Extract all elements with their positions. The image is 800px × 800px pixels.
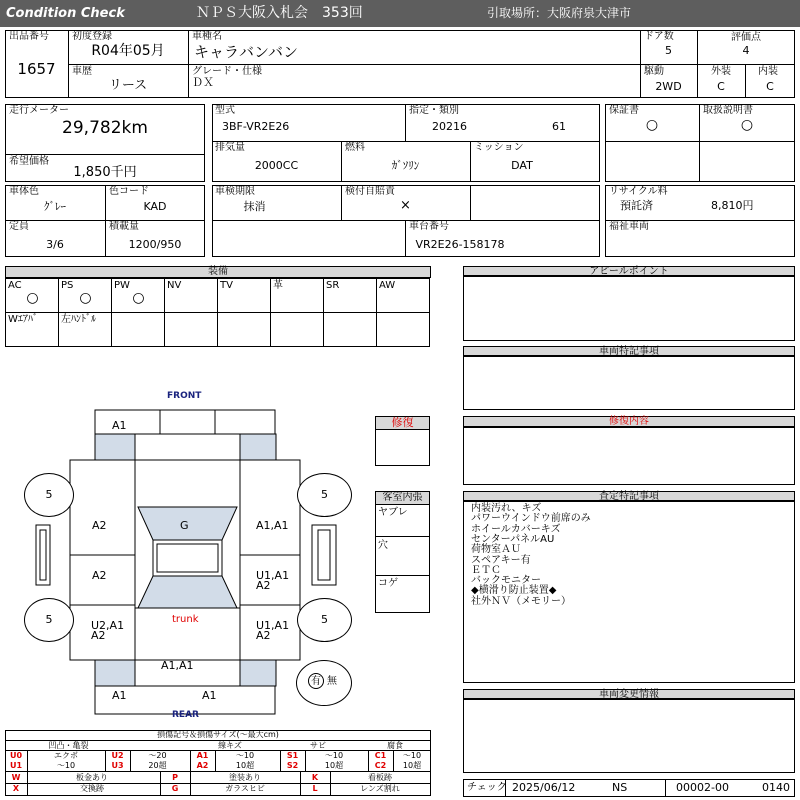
- legend-desc: ～10: [324, 751, 344, 760]
- footer-code-1: 00002-00: [676, 781, 729, 794]
- displacement-label: 排気量: [215, 142, 245, 153]
- rear-label: REAR: [172, 710, 199, 720]
- fuel-value: ｶﾞｿﾘﾝ: [391, 159, 420, 172]
- designation-value: 20216: [432, 120, 467, 133]
- legend-desc: 看板跡: [368, 773, 392, 782]
- spare-tire-indicator: [296, 660, 352, 706]
- body-color-label: 車体色: [9, 186, 39, 197]
- trim-label: グレード・仕様: [192, 66, 262, 77]
- drive-value: 2WD: [655, 80, 682, 93]
- tire-rear-right: 5: [297, 598, 352, 642]
- ext-value: C: [717, 80, 725, 93]
- welfare-label: 福祉車両: [609, 221, 649, 232]
- damage-rear-bumper-left: A1: [112, 689, 127, 702]
- trim-value: ＤＸ: [192, 76, 214, 89]
- equipment-cell: [164, 312, 218, 347]
- front-label: FRONT: [167, 391, 202, 401]
- equipment-cell: [270, 312, 324, 347]
- legend-desc: 10超: [324, 761, 344, 770]
- cabin-item-burn: コゲ: [378, 578, 398, 589]
- capacity-value: 3/6: [46, 238, 64, 251]
- warranty-label: 保証書: [609, 105, 639, 116]
- legend-desc: 板金あり: [76, 773, 108, 782]
- equipment-label: NV: [167, 280, 182, 291]
- recycle-label: リサイクル料: [609, 186, 668, 197]
- first-reg-label: 初度登録: [72, 31, 112, 42]
- equipment-label: 左ﾊﾝﾄﾞﾙ: [61, 314, 96, 325]
- color-code-label: 色コード: [109, 186, 149, 197]
- equipment-cell: [270, 278, 324, 313]
- equipment-label: PW: [114, 280, 130, 291]
- legend-code: U3: [111, 761, 124, 770]
- legend-code: C2: [374, 761, 387, 770]
- inspection-value: 抹消: [243, 200, 266, 213]
- legend-code: K: [311, 773, 319, 782]
- insurance-value: ×: [400, 198, 411, 213]
- damage-left-front-door: A2: [92, 519, 107, 532]
- damage-front-bumper: A1: [112, 419, 127, 432]
- warranty-value: ○: [645, 117, 659, 133]
- tire-front-left: 5: [24, 473, 74, 517]
- equipment-label: PS: [61, 280, 74, 291]
- fuel-label: 燃料: [345, 142, 365, 153]
- insurance-label: 検付自賠責: [345, 186, 395, 197]
- brand-title: Condition Check: [6, 6, 125, 21]
- legend-desc: 塗装あり: [229, 773, 261, 782]
- equipment-cell: [164, 278, 218, 313]
- legend-desc: ～10: [235, 751, 255, 760]
- body-color-value: ｸﾞﾚｰ: [44, 200, 66, 213]
- legend-code: L: [312, 784, 318, 793]
- spare-no-label: 無: [327, 676, 337, 687]
- equipment-cell: [376, 278, 430, 313]
- equipment-label: AW: [379, 280, 396, 291]
- check-label: チェック: [467, 782, 507, 793]
- equipment-label: SR: [326, 280, 340, 291]
- legend-desc: 20超: [148, 761, 167, 770]
- inspection-note-line: パワーウインドウ前席のみ: [471, 513, 591, 525]
- int-value: C: [766, 80, 774, 93]
- legend-code: S1: [286, 751, 299, 760]
- chassis-value: VR2E26-158178: [415, 238, 505, 251]
- inspection-note-line: バックモニター: [471, 575, 541, 587]
- legend-code: A1: [196, 751, 209, 760]
- damage-left-rear-2: A2: [91, 629, 106, 642]
- legend-code: W: [11, 773, 21, 782]
- inspection-note-line: ホイールカバーキズ: [471, 523, 561, 535]
- odometer-label: 走行メーター: [9, 105, 69, 116]
- equipment-cell: [111, 312, 165, 347]
- damage-right-slide-2: A2: [256, 579, 271, 592]
- footer-code-2: 0140: [762, 781, 790, 794]
- legend-title: 損傷記号＆損傷サイズ(～最大cm): [157, 730, 279, 739]
- manual-value: ○: [740, 117, 754, 133]
- cabin-item-tear: ヤブレ: [378, 507, 408, 518]
- equipment-cell: [111, 278, 165, 313]
- legend-code: U0: [9, 751, 23, 760]
- inspection-notes-title: 査定特記事項: [463, 491, 795, 501]
- odometer-value: 29,782km: [62, 118, 148, 138]
- equipment-cell: [5, 278, 59, 313]
- equipment-value: ○: [79, 290, 92, 306]
- damage-windshield: G: [180, 519, 189, 532]
- chassis-label: 車台番号: [409, 221, 449, 232]
- repair-detail-box: [463, 427, 795, 485]
- tire-rear-left: 5: [24, 598, 74, 642]
- model-label: 型式: [215, 105, 235, 116]
- auction-title: ＮＰＳ大阪入札会 353回: [196, 5, 363, 21]
- first-reg-value: R04年05月: [91, 43, 165, 59]
- appeal-box: [463, 276, 795, 341]
- inspection-note-line: 社外ＮＶ（メモリー）: [471, 595, 571, 607]
- cabin-item-hole: 穴: [378, 540, 388, 551]
- lot-value: 1657: [17, 60, 56, 78]
- cabin-title: 客室内張: [375, 491, 430, 505]
- inspection-note-line: センターパネルAU: [471, 533, 555, 545]
- int-label: 内装: [758, 66, 778, 77]
- legend-code: U1: [9, 761, 23, 770]
- designation-label: 指定・類別: [409, 105, 459, 116]
- legend-desc: ガラスヒビ: [225, 784, 265, 793]
- grade-label: 評価点: [731, 32, 761, 43]
- grade-value: 4: [742, 44, 750, 57]
- inspection-note-line: ◆横滑り防止装置◆: [471, 585, 557, 597]
- ext-label: 外装: [711, 66, 731, 77]
- equipment-value: ○: [26, 290, 39, 306]
- changes-box: [463, 699, 795, 773]
- mission-label: ミッション: [474, 142, 524, 153]
- equipment-label: AC: [8, 280, 22, 291]
- legend-code: P: [172, 773, 178, 782]
- equipment-value: ○: [132, 290, 145, 306]
- tire-front-right: 5: [297, 473, 352, 517]
- door-value: 5: [665, 44, 672, 57]
- special-title: 車両特記事項: [463, 346, 795, 356]
- spare-yes-mark: 有: [308, 673, 324, 689]
- changes-title: 車両変更情報: [463, 689, 795, 699]
- damage-rear-panel: A1,A1: [161, 659, 194, 672]
- equipment-cell: [376, 312, 430, 347]
- drive-label: 駆動: [644, 66, 664, 77]
- damage-rear-bumper-right: A1: [202, 689, 217, 702]
- legend-desc: 10超: [402, 761, 422, 770]
- trunk-label: trunk: [172, 614, 199, 625]
- door-label: ドア数: [644, 31, 674, 42]
- legend-desc: ～10: [402, 751, 422, 760]
- equipment-cell: [58, 278, 112, 313]
- equipment-title: 装備: [5, 266, 431, 278]
- price-label: 希望価格: [9, 156, 49, 167]
- equipment-cell: [58, 312, 112, 347]
- legend-code: U2: [111, 751, 124, 760]
- pickup-location: 引取場所：大阪府泉大津市: [487, 6, 632, 20]
- price-value: 1,850千円: [73, 165, 137, 180]
- inspection-label: 車検期限: [215, 186, 255, 197]
- damage-right-rear-2: A2: [256, 629, 271, 642]
- legend-desc: エクボ: [54, 751, 78, 760]
- damage-right-slide-1: U1,A1: [256, 569, 290, 582]
- legend-desc: ～10: [56, 761, 76, 770]
- history-label: 車歴: [72, 66, 92, 77]
- car-name-value: キャラバンバン: [194, 43, 298, 61]
- legend-desc: 交換跡: [80, 784, 104, 793]
- displacement-value: 2000CC: [254, 159, 299, 172]
- legend-code: G: [171, 784, 179, 793]
- inspection-note-line: ＥＴＣ: [471, 564, 501, 576]
- damage-left-slide-door: A2: [92, 569, 107, 582]
- legend-desc: ～20: [148, 751, 167, 760]
- equipment-label: 革: [273, 280, 283, 291]
- load-value: 1200/950: [128, 238, 182, 251]
- equipment-cell: [217, 278, 271, 313]
- capacity-label: 定員: [9, 221, 29, 232]
- class-value: 61: [552, 120, 566, 133]
- model-value: 3BF-VR2E26: [222, 120, 290, 133]
- equipment-cell: [323, 312, 377, 347]
- lot-label: 出品番号: [9, 31, 49, 42]
- color-code-value: KAD: [143, 200, 167, 213]
- legend-code: C1: [374, 751, 387, 760]
- legend-code: A2: [196, 761, 209, 770]
- repair-detail-title: 修復内容: [463, 416, 795, 427]
- special-box: [463, 356, 795, 410]
- legend-desc: レンズ割れ: [360, 784, 400, 793]
- manual-label: 取扱説明書: [703, 105, 753, 116]
- inspection-note-line: 内装汚れ、キズ: [471, 503, 542, 514]
- damage-right-front-door: A1,A1: [256, 519, 289, 532]
- appeal-title: アピールポイント: [463, 266, 795, 276]
- legend-group-dent: 凹凸・亀裂: [48, 741, 89, 750]
- inspection-note-line: スペアキー有: [471, 554, 531, 566]
- inspection-note-line: 荷物室ＡＵ: [471, 544, 521, 556]
- legend-group-scratch: 線キズ: [218, 741, 242, 750]
- inspector-code: NS: [612, 781, 628, 794]
- recycle-value: 8,810円: [711, 199, 754, 212]
- mission-value: DAT: [511, 159, 533, 172]
- equipment-label: TV: [220, 280, 233, 291]
- legend-group-corrosion: 腐食: [387, 741, 403, 750]
- load-label: 積載量: [109, 221, 139, 232]
- legend-code: X: [12, 784, 20, 793]
- equipment-cell: [5, 312, 59, 347]
- check-date: 2025/06/12: [512, 781, 576, 794]
- legend-code: S2: [286, 761, 299, 770]
- damage-right-rear-1: U1,A1: [256, 619, 290, 632]
- legend-desc: 10超: [235, 761, 255, 770]
- history-value: リース: [108, 78, 148, 93]
- equipment-cell: [217, 312, 271, 347]
- legend-group-rust: サビ: [310, 741, 326, 750]
- repair-title: 修復: [375, 416, 430, 430]
- equipment-cell: [323, 278, 377, 313]
- equipment-label: Wｴｱﾊﾞ: [8, 314, 38, 325]
- damage-left-rear: U2,A1: [91, 619, 125, 632]
- car-name-label: 車種名: [192, 31, 222, 42]
- recycle-status: 預託済: [620, 199, 653, 212]
